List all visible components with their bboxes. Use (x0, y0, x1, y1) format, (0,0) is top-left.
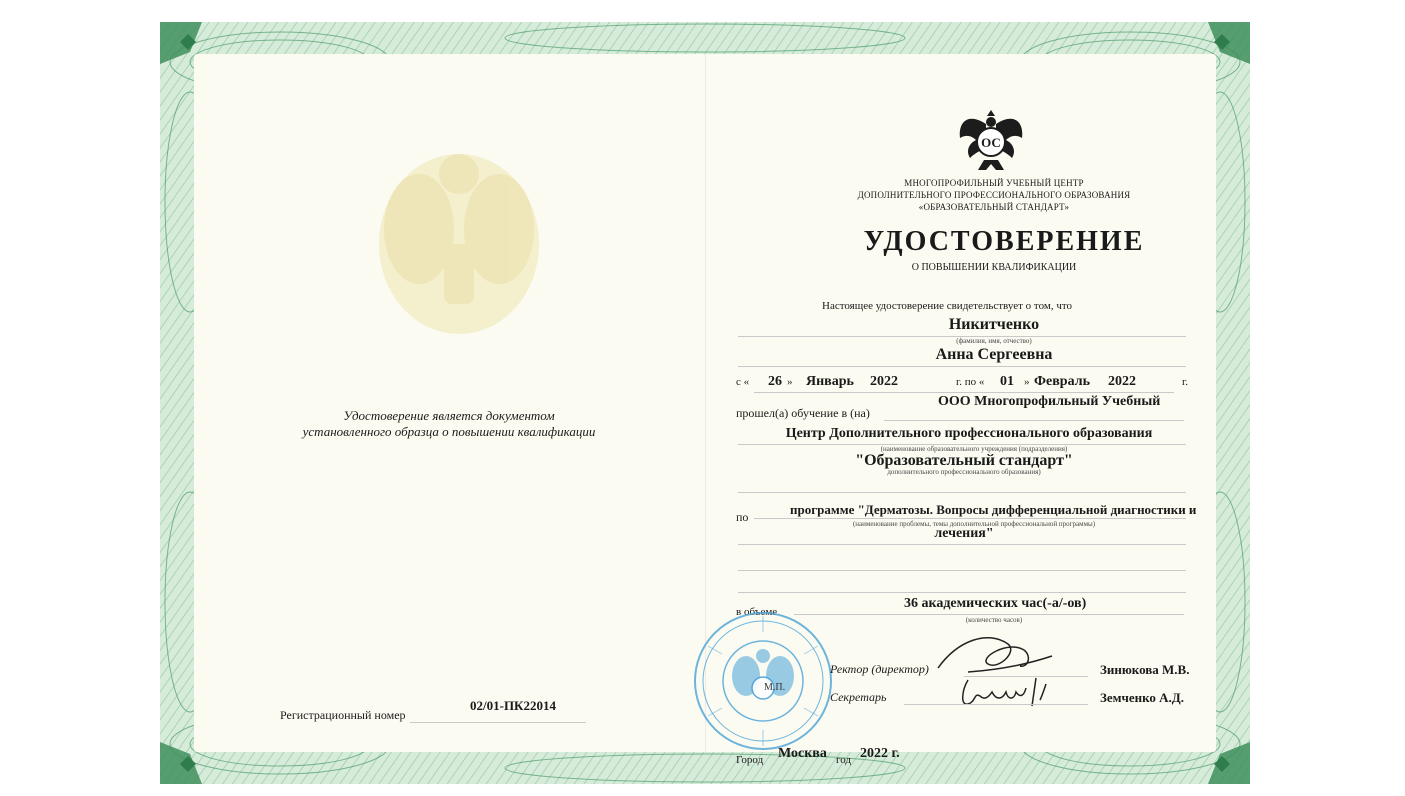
program-caption: (наименование проблемы, темы дополнительной профессиональной программы) (852, 520, 1096, 528)
institution-line-2: Центр Дополнительного профессионального образования (785, 426, 1153, 441)
date-from-month: Январь (806, 374, 854, 389)
reg-number-underline (410, 722, 586, 723)
stamp-placeholder-label: М.П. (764, 682, 786, 693)
volume-caption: (количество часов) (965, 616, 1023, 624)
volume-label: в объеме (736, 606, 778, 618)
date-from-day: 26 (768, 374, 782, 389)
date-to-suffix: г. (1182, 376, 1189, 388)
date-from-closing-quote: » (787, 376, 793, 388)
date-from-prefix: с « (736, 376, 750, 388)
document-title: УДОСТОВЕРЕНИЕ (863, 226, 1145, 257)
volume-value: 36 академических час(-а/-ов) (904, 596, 1087, 611)
certificate-document (160, 22, 1250, 784)
date-to-prefix: г. по « (956, 376, 985, 388)
city-value: Москва (778, 746, 827, 761)
program-underline-4 (738, 592, 1186, 593)
volume-underline (794, 614, 1184, 615)
certifies-text: Настоящее удостоверение свидетельствует о том, что (822, 300, 1073, 312)
date-from-year: 2022 (870, 374, 898, 389)
rector-name: Зинюкова М.В. (1100, 662, 1190, 677)
program-underline-2 (738, 544, 1186, 545)
date-to-year: 2022 (1108, 374, 1136, 389)
city-label: Город (736, 754, 764, 766)
reg-number-value: 02/01-ПК22014 (470, 698, 556, 713)
fio-caption: (фамилия, имя, отчество) (956, 337, 1032, 345)
date-to-day: 01 (1000, 374, 1014, 389)
secretary-label: Секретарь (830, 690, 887, 704)
trained-at-label: прошел(а) обучение в (на) (736, 406, 870, 420)
institution-caption-1: (наименование образовательного учреждения (подразделения) (880, 445, 1068, 453)
round-stamp (688, 606, 838, 756)
secretary-underline (904, 704, 1088, 705)
program-line-1: программе "Дерматозы. Вопросы дифференциальной диагностики и (790, 502, 1197, 517)
date-to-month: Февраль (1034, 374, 1090, 389)
holder-given-names: Анна Сергеевна (935, 346, 1053, 363)
institution-underline-3 (738, 492, 1186, 493)
year-label: год (836, 754, 852, 766)
holder-surname: Никитченко (948, 316, 1040, 333)
paper-area (194, 54, 1216, 766)
left-note-line-2: установленного образца о повышении квалификации (302, 424, 596, 439)
date-to-closing-quote: » (1024, 376, 1030, 388)
left-note-line-1: Удостоверение является документом (343, 408, 555, 423)
program-underline-1 (754, 518, 1186, 519)
given-names-underline (738, 366, 1186, 367)
document-subtitle: О ПОВЫШЕНИИ КВАЛИФИКАЦИИ (911, 262, 1077, 273)
year-value: 2022 г. (860, 746, 900, 761)
institution-line-3: "Образовательный стандарт" (855, 452, 1073, 469)
rector-label: Ректор (директор) (830, 662, 929, 676)
dates-underline (754, 392, 1174, 393)
institution-underline-1 (884, 420, 1184, 421)
institution-caption-2: дополнительного профессионального образования) (887, 468, 1041, 476)
eagle-emblem-logo (956, 104, 1026, 174)
program-line-2: лечения" (934, 526, 994, 541)
org-name-line-3: «ОБРАЗОВАТЕЛЬНЫЙ СТАНДАРТ» (918, 202, 1070, 212)
program-underline-3 (738, 570, 1186, 571)
institution-line-1: ООО Многопрофильный Учебный (938, 394, 1161, 409)
program-label: по (736, 510, 749, 524)
emblem-letters: ОС (981, 135, 1001, 150)
secretary-name: Земченко А.Д. (1100, 690, 1184, 705)
secretary-signature (954, 670, 1064, 714)
org-name-line-2: ДОПОЛНИТЕЛЬНОГО ПРОФЕССИОНАЛЬНОГО ОБРАЗОВАНИЯ (857, 190, 1131, 200)
org-name-line-1: МНОГОПРОФИЛЬНЫЙ УЧЕБНЫЙ ЦЕНТР (904, 178, 1084, 188)
watermark-emblem (364, 134, 554, 344)
reg-number-label: Регистрационный номер (280, 708, 406, 722)
